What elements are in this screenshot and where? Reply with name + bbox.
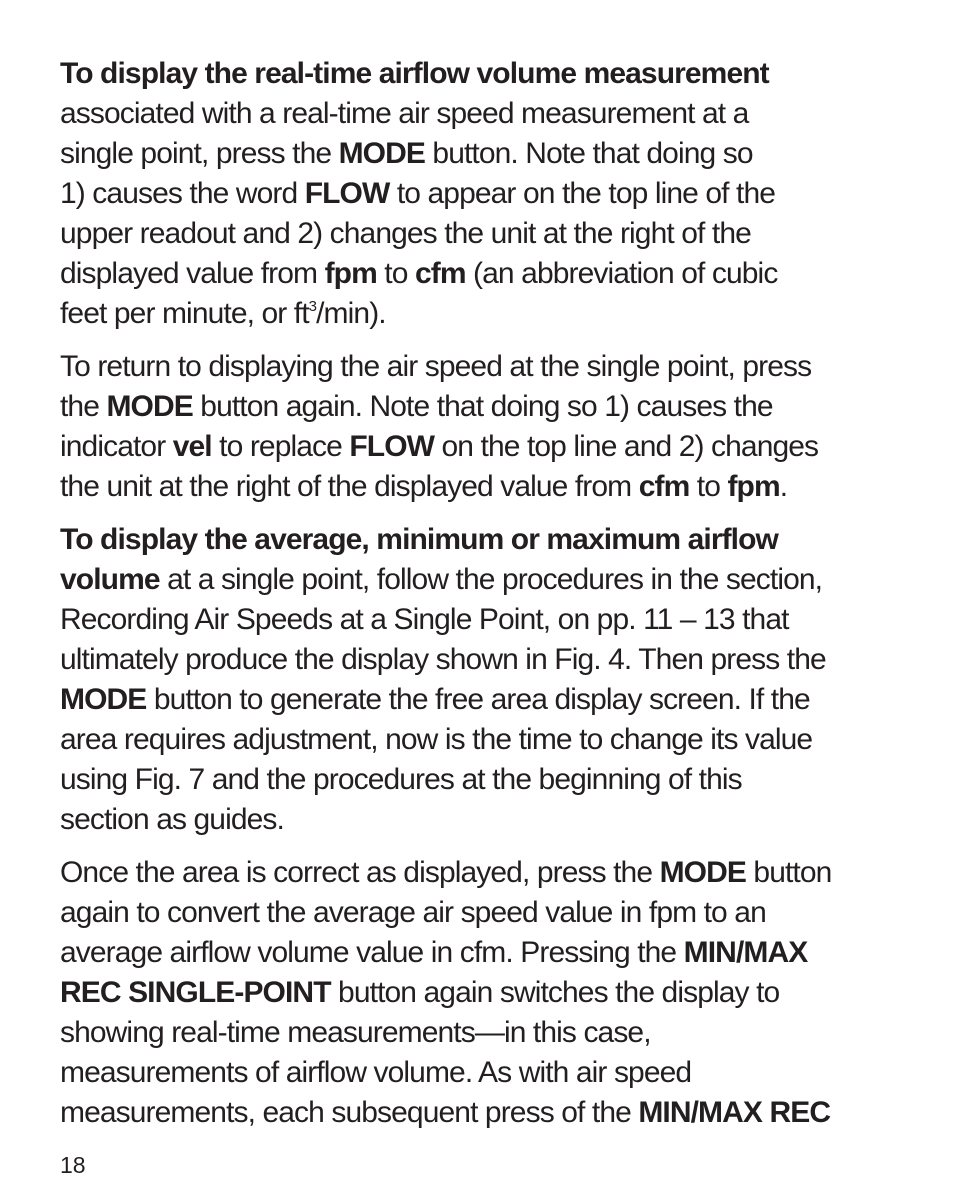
bold-term: MODE — [659, 856, 746, 889]
text-run: to — [689, 470, 728, 503]
bold-term: cfm — [638, 470, 690, 503]
text-run: measurements of airflow volume. As with air speed — [60, 1056, 692, 1089]
text-line — [60, 134, 900, 174]
text-line — [60, 94, 900, 134]
text-line — [60, 933, 900, 973]
text-run: feet per minute, or ft — [60, 297, 309, 330]
text-run: button — [745, 856, 832, 889]
text-run: to appear on the top line of the — [389, 177, 776, 210]
text-run: the — [60, 390, 107, 423]
bold-term: MIN/MAX REC — [638, 1096, 831, 1129]
paragraph-4 — [60, 853, 900, 1133]
page-number: 18 — [60, 1152, 86, 1178]
bold-term: MIN/MAX — [683, 936, 808, 969]
text-line — [60, 600, 900, 640]
bold-term: fpm — [727, 470, 780, 503]
text-run: showing real-time measurements—in this case, — [60, 1016, 651, 1049]
text-run: single point, press the — [60, 137, 339, 170]
bold-term: fpm — [324, 257, 377, 290]
paragraph-1 — [60, 54, 900, 334]
text-line — [60, 893, 900, 933]
superscript: 3 — [308, 298, 317, 315]
bold-term: To display the real-time airflow volume measurement — [60, 57, 769, 90]
text-line — [60, 1013, 900, 1053]
text-run: /min). — [316, 297, 386, 330]
text-run: section as guides. — [60, 803, 284, 836]
text-run: using Fig. 7 and the procedures at the beginning of this — [60, 763, 742, 796]
text-run: button again switches the display to — [330, 976, 780, 1009]
bold-term: REC SINGLE-POINT — [60, 976, 331, 1009]
bold-term: MODE — [106, 390, 193, 423]
text-run: to — [376, 257, 415, 290]
text-run: Recording Air Speeds at a Single Point, on pp. 11 – 13 that — [60, 603, 789, 636]
text-run: button to generate the free area display screen. If the — [146, 683, 810, 716]
bold-term: MODE — [60, 683, 147, 716]
text-run: . — [779, 470, 788, 503]
bold-term: volume — [60, 563, 160, 596]
text-run: again to convert the average air speed value in fpm to an — [60, 896, 766, 929]
text-line — [60, 560, 900, 600]
text-line — [60, 294, 900, 334]
text-run: displayed value from — [60, 257, 325, 290]
text-run: on the top line and 2) changes — [434, 430, 819, 463]
text-line — [60, 347, 900, 387]
bold-term: FLOW — [349, 430, 435, 463]
bold-term: cfm — [414, 257, 466, 290]
text-line — [60, 760, 900, 800]
text-run: the unit at the right of the displayed value from — [60, 470, 639, 503]
paragraph-2 — [60, 347, 900, 507]
body-text — [60, 54, 900, 1133]
text-run: button. Note that doing so — [424, 137, 753, 170]
text-line — [60, 174, 900, 214]
text-line — [60, 54, 900, 94]
text-run: button again. Note that doing so 1) causes the — [192, 390, 773, 423]
text-run: 1) causes the word — [60, 177, 305, 210]
text-run: average airflow volume value in cfm. Pressing the — [60, 936, 684, 969]
text-line — [60, 427, 900, 467]
text-line — [60, 214, 900, 254]
text-line — [60, 1093, 900, 1133]
text-line — [60, 387, 900, 427]
text-run: indicator — [60, 430, 173, 463]
text-run: area requires adjustment, now is the time to change its value — [60, 723, 813, 756]
text-run: (an abbreviation of cubic — [465, 257, 778, 290]
bold-term: MODE — [338, 137, 425, 170]
text-run: ultimately produce the display shown in Fig. 4. Then press the — [60, 643, 826, 676]
text-line — [60, 973, 900, 1013]
text-line — [60, 800, 900, 840]
paragraph-3 — [60, 520, 900, 840]
text-run: Once the area is correct as displayed, press the — [60, 856, 660, 889]
text-line — [60, 680, 900, 720]
text-run: upper readout and 2) changes the unit at the right of the — [60, 217, 751, 250]
text-run: To return to displaying the air speed at the single point, press — [60, 350, 812, 383]
text-line — [60, 1053, 900, 1093]
text-line — [60, 853, 900, 893]
text-run: to replace — [211, 430, 350, 463]
bold-term: vel — [172, 430, 212, 463]
text-line — [60, 467, 900, 507]
bold-term: FLOW — [304, 177, 390, 210]
text-line — [60, 720, 900, 760]
bold-term: To display the average, minimum or maximum airflow — [60, 523, 778, 556]
text-run: at a single point, follow the procedures in the section, — [159, 563, 823, 596]
document-page — [60, 54, 900, 1146]
text-line — [60, 640, 900, 680]
text-run: associated with a real-time air speed measurement at a — [60, 97, 749, 130]
text-line — [60, 254, 900, 294]
text-line — [60, 520, 900, 560]
text-run: measurements, each subsequent press of the — [60, 1096, 639, 1129]
